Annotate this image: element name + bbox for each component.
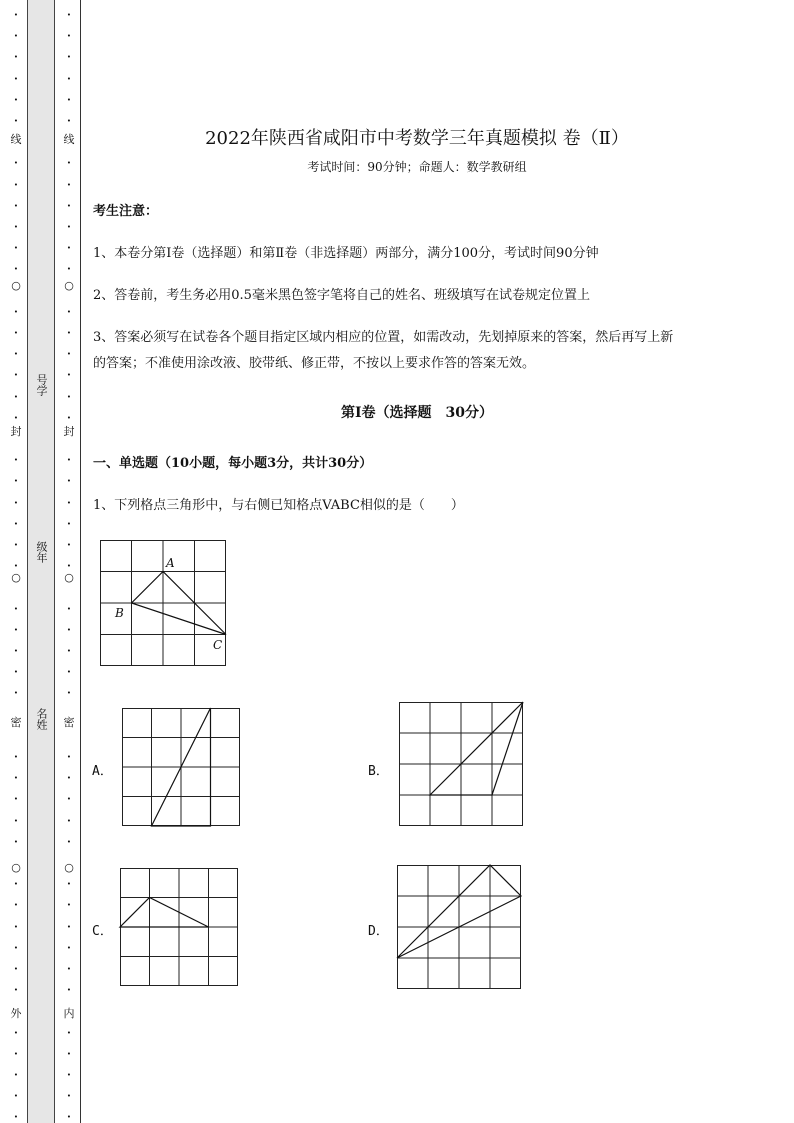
margin-dot: • [66,53,72,62]
margin-dot: • [13,562,19,571]
margin-dot: • [66,965,72,973]
margin-dot: • [66,689,72,698]
margin-dot: • [66,413,72,422]
margin-mark: 封 [59,426,79,438]
margin-dot: • [66,95,72,104]
reference-triangle-figure [100,540,226,666]
option-d-label[interactable]: D． [368,924,389,939]
option-d-figure[interactable] [397,865,521,989]
margin-mark: 线 [6,134,26,146]
margin-dot: • [13,625,19,634]
margin-dot: • [66,625,72,634]
option-c-figure[interactable] [120,868,238,986]
margin-mark: ○ [59,572,79,584]
margin-mark: ○ [6,572,26,584]
margin-mark: ○ [6,862,26,874]
margin-dot: • [66,371,72,380]
margin-dot: • [13,95,19,104]
point-c-label: C [213,638,223,652]
margin-dot: • [13,541,19,549]
margin-mark: 密 [6,717,26,729]
margin-dot: • [13,498,19,507]
student-number-label: 号学 [35,374,48,396]
margin-dot: • [66,1049,72,1058]
margin-dot: • [66,753,72,761]
margin-dot: • [66,880,72,889]
margin-mark: 线 [59,134,79,146]
margin-dot: • [66,519,72,528]
margin-dot: • [13,1113,19,1122]
margin-dot: • [13,986,19,995]
margin-dot: • [13,816,19,825]
margin-dot: • [66,774,72,783]
margin-dot: • [66,901,72,910]
margin-dot: • [66,795,72,804]
margin-dot: • [66,922,72,931]
margin-dot: • [66,1092,72,1101]
part-title: 一、单选题（10小题，每小题3分，共计30分） [93,456,373,471]
margin-dot: • [66,456,72,465]
margin-dot: • [66,604,72,613]
name-label: 名姓 [35,708,48,730]
margin-dot: • [13,244,19,253]
class-label: 级年 [35,541,48,563]
student-number-field [28,374,54,403]
margin-dot: • [13,795,19,804]
option-b-figure[interactable] [399,702,523,826]
margin-dot: • [13,774,19,783]
margin-dot: • [13,901,19,910]
class-field [28,541,54,570]
margin-dot: • [13,519,19,528]
notice-item-1: 1、本卷分第Ⅰ卷（选择题）和第Ⅱ卷（非选择题）两部分，满分100分，考试时间90分钟 [93,246,599,261]
margin-dot: • [13,1071,19,1079]
margin-dot: • [13,753,19,761]
margin-dot: • [13,117,19,125]
margin-dot: • [13,223,19,231]
margin-dot: • [66,180,72,189]
margin-dot: • [13,180,19,189]
notice-heading: 考生注意： [93,204,159,219]
option-a-figure[interactable] [122,708,240,826]
margin-dot: • [66,1028,72,1037]
margin-dot: • [66,837,72,846]
margin-dot: • [66,265,72,274]
notice-item-2: 2、答卷前，考生务必用0.5毫米黑色签字笔将自己的姓名、班级填写在试卷规定位置上 [93,288,590,303]
margin-dot: • [13,837,19,846]
margin-dot: • [66,562,72,571]
margin-dot: • [13,159,19,168]
margin-dot: • [13,265,19,274]
margin-dot: • [13,11,19,19]
option-a-label[interactable]: A． [92,764,113,779]
margin-dot: • [66,943,72,952]
margin-dot: • [13,922,19,931]
margin-dot: • [13,413,19,422]
margin-dot: • [13,53,19,62]
name-field [28,708,54,737]
margin-dot: • [66,117,72,125]
margin-dot: • [13,943,19,952]
margin-dot: • [13,477,19,486]
section-title: 第Ⅰ卷（选择题 30分） [340,405,494,421]
margin-dot: • [13,689,19,698]
margin-dot: • [66,159,72,168]
margin-dot: • [66,668,72,677]
margin-dot: • [66,307,72,316]
margin-dot: • [13,456,19,465]
margin-dot: • [66,1113,72,1122]
margin-dot: • [66,647,72,655]
margin-dot: • [13,647,19,655]
margin-mark: 内 [59,1008,79,1020]
notice-item-3-cont: 的答案；不准使用涂改液、胶带纸、修正带，不按以上要求作答的答案无效。 [93,356,536,371]
point-a-label: A [166,556,175,570]
margin-dot: • [66,350,72,359]
margin-dot: • [66,986,72,995]
margin-dot: • [13,880,19,889]
margin-dot: • [13,604,19,613]
margin-mark: ○ [6,280,26,292]
margin-mark: ○ [59,280,79,292]
margin-dot: • [66,244,72,253]
margin-dot: • [66,498,72,507]
option-c-triangle [120,898,209,928]
margin-dot: • [13,329,19,337]
margin-dot: • [13,668,19,677]
question-1-stem: 1、下列格点三角形中，与右侧已知格点VABC相似的是（ ） [93,498,464,513]
margin-dot: • [66,329,72,337]
option-b-triangle [430,702,523,795]
margin-dot: • [66,74,72,83]
margin-dot: • [13,965,19,973]
margin-dot: • [13,1092,19,1101]
margin-dot: • [13,74,19,83]
margin-dot: • [13,350,19,359]
margin-dot: • [13,201,19,210]
margin-dot: • [66,392,72,401]
margin-dot: • [66,223,72,231]
margin-mark: 外 [6,1008,26,1020]
margin-dot: • [13,32,19,41]
margin-dot: • [66,201,72,210]
margin-mark: ○ [59,862,79,874]
margin-dot: • [66,541,72,549]
margin-dot: • [66,477,72,486]
margin-dot: • [66,1071,72,1079]
margin-dot: • [13,392,19,401]
option-c-label[interactable]: C． [92,924,113,939]
margin-dot: • [13,1049,19,1058]
point-b-label: B [115,606,124,620]
margin-dot: • [13,307,19,316]
margin-dot: • [66,11,72,19]
option-b-label[interactable]: B． [368,764,389,779]
exam-subtitle: 考试时间：90分钟；命题人：数学教研组 [307,160,527,174]
page-title: 2022年陕西省咸阳市中考数学三年真题模拟 卷（Ⅱ） [205,128,629,149]
margin-dot: • [13,371,19,380]
notice-item-3: 3、答案必须写在试卷各个题目指定区域内相应的位置，如需改动，先划掉原来的答案，然后再写上新 [93,330,674,345]
margin-dot: • [66,816,72,825]
margin-mark: 密 [59,717,79,729]
margin-dot: • [66,32,72,41]
margin-mark: 封 [6,426,26,438]
margin-dot: • [13,1028,19,1037]
